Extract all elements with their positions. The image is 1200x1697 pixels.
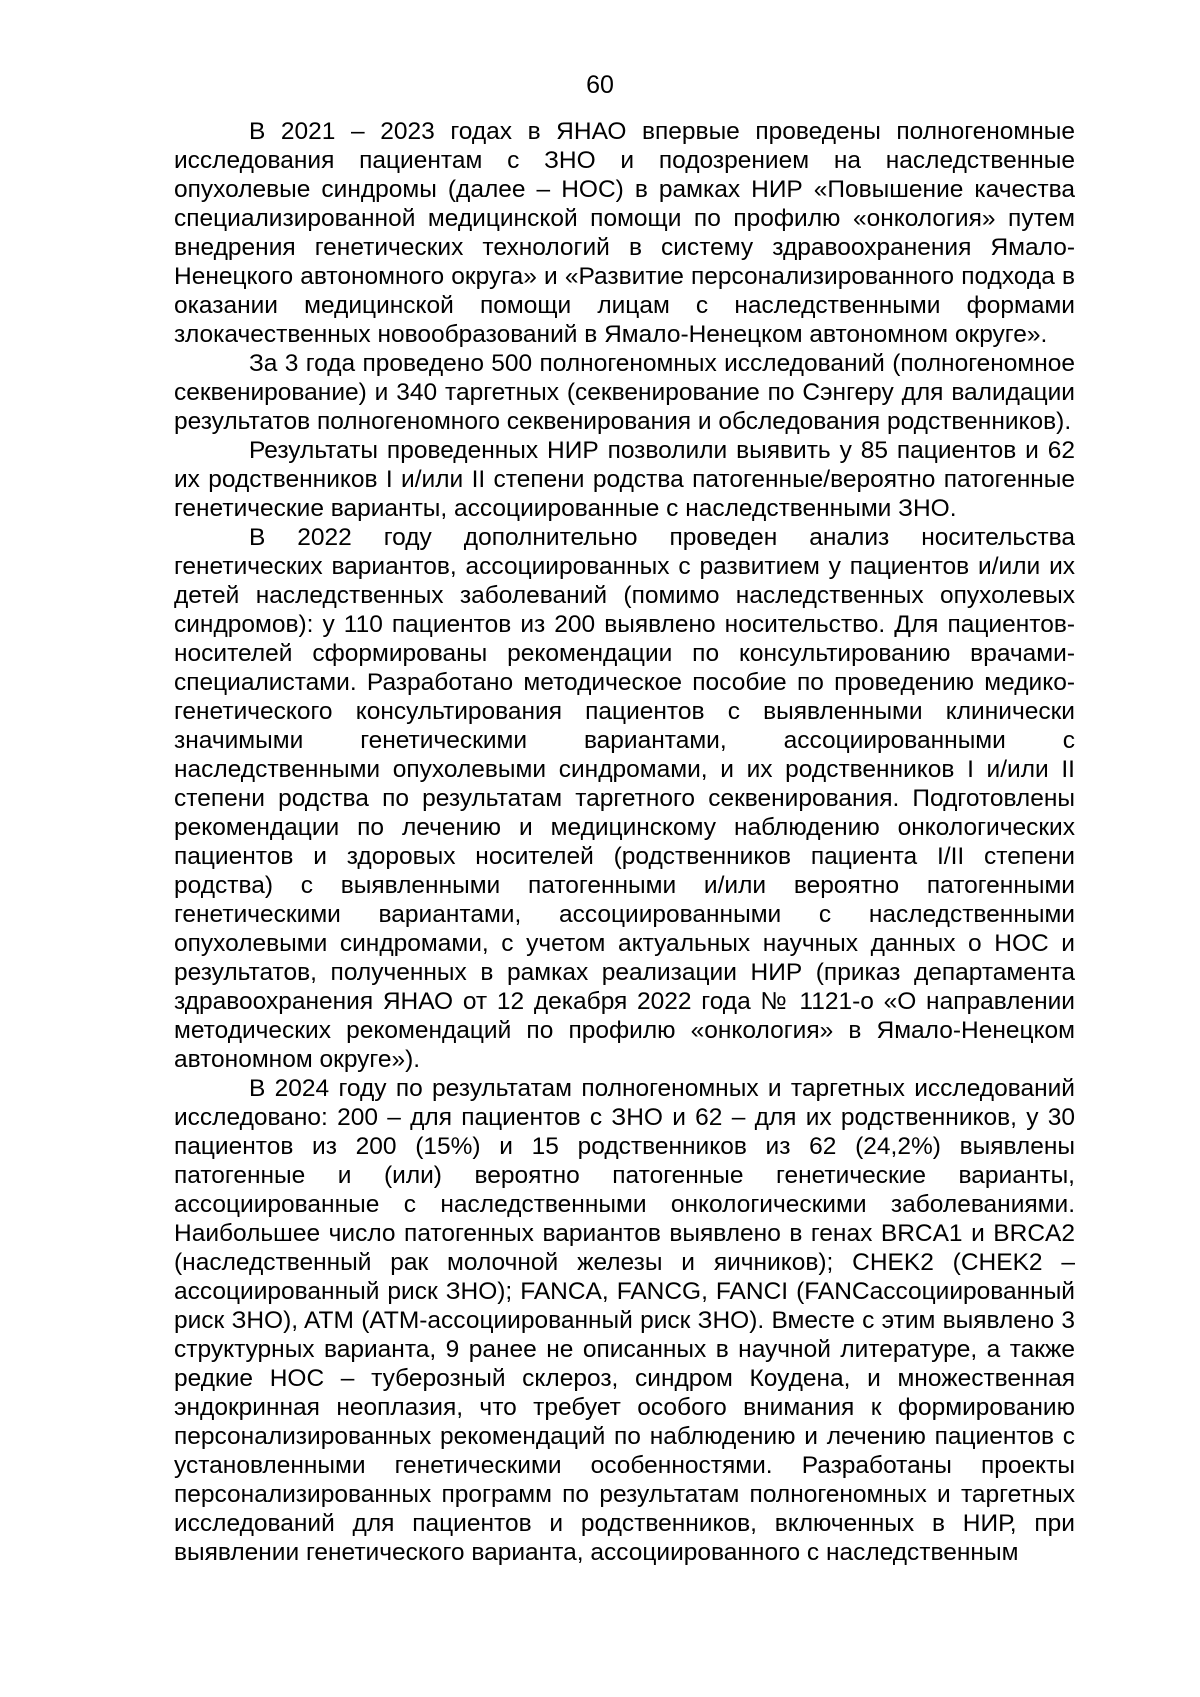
page-number: 60 [586, 71, 614, 99]
document-body [174, 117, 1075, 1567]
paragraph-3: Результаты проведенных НИР позволили выявить у 85 пациентов и 62 их родственников I и/или II степени родства патогенные/вероятно патогенные генетические варианты, ассоциированные с наследственными ЗНО. [174, 437, 1075, 522]
paragraph-2: За 3 года проведено 500 полногеномных исследований (полногеномное секвенирование) и 340 таргетных (секвенирование по Сэнгеру для валидации результатов полногеномного секвенирования и обследования родственников). [174, 350, 1075, 435]
paragraph-5: В 2024 году по результатам полногеномных и таргетных исследований исследовано: 200 – для пациентов с ЗНО и 62 – для их родственников, у 30 пациентов из 200 (15%) и 15 родственников из 62 (24,2%) выявлены патогенные и (или) вероятно патогенные генетические варианты, ассоциированные с наследственными онкологическими заболеваниями. Наибольшее число патогенных вариантов выявлено в генах BRCA1 и BRCA2 (наследственный рак молочной железы и яичников); CHEK2 (CHEK2 – ассоциированный риск ЗНО); FANCA, FANCG, FANCI (FANCассоциированный риск ЗНО), ATM (ATM-ассоциированный риск ЗНО). Вместе с этим выявлено 3 структурных варианта, 9 ранее не описанных в научной литературе, а также редкие НОС – туберозный склероз, синдром Коудена, и множественная эндокринная неоплазия, что требует особого внимания к формированию персонализированных рекомендаций по наблюдению и лечению пациентов с установленными генетическими особенностями. Разработаны проекты персонализированных программ по результатам полногеномных и таргетных исследований для пациентов и родственников, включенных в НИР, при выявлении генетического варианта, ассоциированного с наследственным [174, 1075, 1075, 1566]
paragraph-1: В 2021 – 2023 годах в ЯНАО впервые проведены полногеномные исследования пациентам с ЗНО и подозрением на наследственные опухолевые синдромы (далее – НОС) в рамках НИР «Повышение качества специализированной медицинской помощи по профилю «онкология» путем внедрения генетических технологий в систему здравоохранения Ямало-Ненецкого автономного округа» и «Развитие персонализированного подхода в оказании медицинской помощи лицам с наследственными формами злокачественных новообразований в Ямало-Ненецком автономном округе». [174, 118, 1075, 348]
paragraph-4: В 2022 году дополнительно проведен анализ носительства генетических вариантов, ассоциированных с развитием у пациентов и/или их детей наследственных заболеваний (помимо наследственных опухолевых синдромов): у 110 пациентов из 200 выявлено носительство. Для пациентов-носителей сформированы рекомендации по консультированию врачами-специалистами. Разработано методическое пособие по проведению медико-генетического консультирования пациентов с выявленными клинически значимыми генетическими вариантами, ассоциированными с наследственными опухолевыми синдромами, и их родственников I и/или II степени родства по результатам таргетного секвенирования. Подготовлены рекомендации по лечению и медицинскому наблюдению онкологических пациентов и здоровых носителей (родственников пациента I/II степени родства) с выявленными патогенными и/или вероятно патогенными генетическими вариантами, ассоциированными с наследственными опухолевыми синдромами, с учетом актуальных научных данных о НОС и результатов, полученных в рамках реализации НИР (приказ департамента здравоохранения ЯНАО от 12 декабря 2022 года № 1121-о «О направлении методических рекомендаций по профилю «онкология» в Ямало-Ненецком автономном округе»). [174, 524, 1075, 1073]
